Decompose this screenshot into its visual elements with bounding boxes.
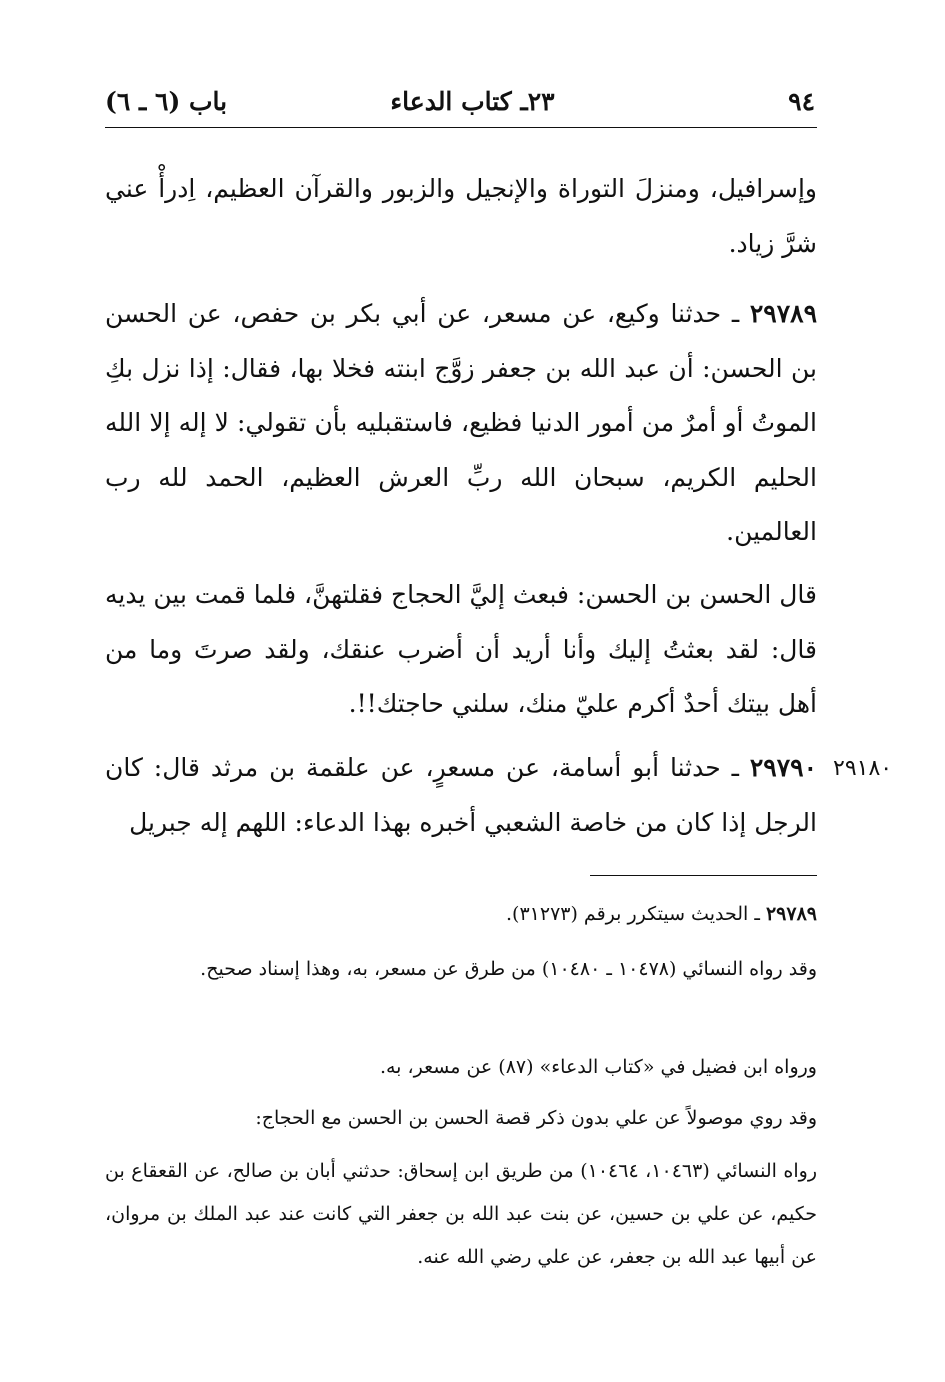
footnote-divider	[590, 875, 817, 876]
footnote-2: وقد رواه النسائي (١٠٤٧٨ ـ ١٠٤٨٠) من طرق عن مسعر، به، وهذا إسناد صحيح.	[200, 958, 817, 980]
hadith-29789-follow: قال الحسن بن الحسن: فبعث إليَّ الحجاج فقلتهنَّ، فلما قمت بين يديه قال: لقد بعثتُ إليك وأنا أريد أن أضرب عنقك، ولقد صرتَ وما من أهل بيتك أحدٌ أكرم عليّ منك، سلني حاجتك!!.	[105, 580, 817, 718]
hadith-text: ـ حدثنا أبو أسامة، عن مسعرٍ، عن علقمة بن مرثد قال: كان الرجل إذا كان من خاصة الشعبي أخبره بهذا الدعاء: اللهم إله جبريل	[105, 753, 817, 837]
footnote-text: ـ الحديث سيتكرر برقم (٣١٢٧٣).	[506, 903, 760, 925]
chapter-label: باب (٦ ـ ٦)	[105, 87, 228, 116]
continuation-paragraph: وإسرافيل، ومنزلَ التوراة والإنجيل والزبور والقرآن العظيم، اِدرأْ عني شرَّ زياد.	[105, 174, 817, 258]
page-number: ٩٤	[788, 87, 815, 116]
hadith-number: ٢٩٧٩٠	[749, 753, 818, 782]
footnote-1	[105, 893, 817, 936]
hadith-29789	[105, 287, 817, 560]
footnote-3: ورواه ابن فضيل في «كتاب الدعاء» (٨٧) عن مسعر، به.	[379, 1056, 817, 1078]
hadith-text: ـ حدثنا وكيع، عن مسعر، عن أبي بكر بن حفص، عن الحسن بن الحسن: أن عبد الله بن جعفر زوَّج ابنته فخلا بها، فقال: إذا نزل بكِ الموتُ أو أمرٌ من أمور الدنيا فظيع، فاستقبليه بأن تقولي: لا إله إلا الله الحليم الكريم، سبحان الله ربِّ العرش العظيم، الحمد لله رب العالمين.	[105, 299, 817, 546]
header-divider	[105, 127, 817, 128]
margin-reference-number: ٢٩١٨٠	[833, 756, 893, 781]
footnote-4: وقد روي موصولاً عن علي بدون ذكر قصة الحسن بن الحسن مع الحجاج:	[255, 1107, 817, 1129]
hadith-29790	[105, 741, 817, 850]
hadith-number: ٢٩٧٨٩	[749, 299, 817, 328]
book-title: ٢٣ـ كتاب الدعاء	[390, 87, 555, 116]
footnote-5: رواه النسائي (١٠٤٦٣، ١٠٤٦٤) من طريق ابن إسحاق: حدثني أبان بن صالح، عن القعقاع بن حكيم، عن علي بن حسين، عن بنت عبد الله بن جعفر التي كانت عند عبد الملك بن مروان، عن أبيها عبد الله بن جعفر، عن علي رضي الله عنه.	[105, 1160, 817, 1268]
footnote-number: ٢٩٧٨٩	[765, 903, 817, 925]
